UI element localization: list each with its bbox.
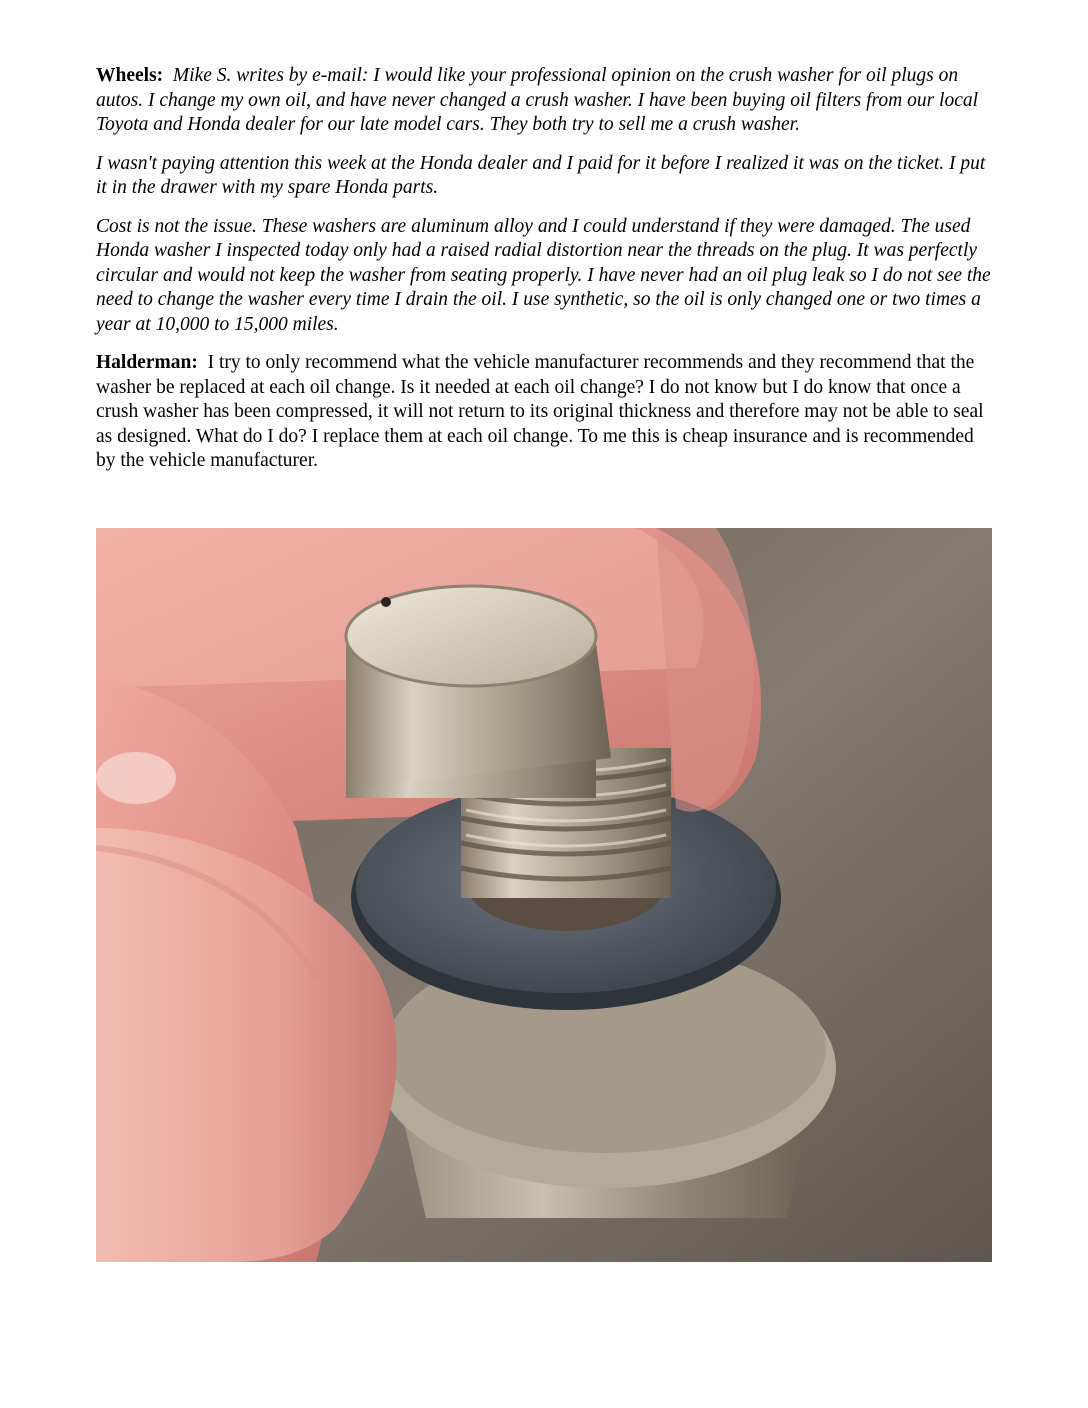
speaker-wheels: Wheels: bbox=[96, 65, 164, 86]
answer-text: I try to only recommend what the vehicle manufacturer recommends and they recommend that the washer be replaced at each oil change. Is it needed at each oil change? I do not know but I do know that once a crush washer has been compressed, it will not return to its original thickness and therefore may not be able to seal as designed. What do I do? I replace them at each oil change. To me this is cheap insurance and is recommended by the vehicle manufacturer. bbox=[96, 352, 984, 471]
question-paragraph-1 bbox=[96, 64, 996, 138]
oil-drain-plug-photo bbox=[96, 528, 992, 1262]
answer-paragraph bbox=[96, 351, 996, 474]
speaker-halderman: Halderman: bbox=[96, 352, 198, 373]
question-text-1: Mike S. writes by e-mail: I would like your professional opinion on the crush washer for oil plugs on autos. I change my own oil, and have never changed a crush washer. I have been buying oil filters from our local Toyota and Honda dealer for our late model cars. They both try to sell me a crush washer. bbox=[96, 65, 979, 135]
question-paragraph-3: Cost is not the issue. These washers are aluminum alloy and I could understand if they were damaged. The used Honda washer I inspected today only had a raised radial distortion near the threads on the plug. It was perfectly circular and would not keep the washer from seating properly. I have never had an oil plug leak so I do not see the need to change the washer every time I drain the oil. I use synthetic, so the oil is only changed one or two times a year at 10,000 to 15,000 miles. bbox=[96, 215, 991, 335]
question-paragraph-2: I wasn't paying attention this week at the Honda dealer and I paid for it before I realized it was on the ticket. I put it in the drawer with my spare Honda parts. bbox=[96, 152, 986, 198]
article-body bbox=[96, 64, 996, 488]
